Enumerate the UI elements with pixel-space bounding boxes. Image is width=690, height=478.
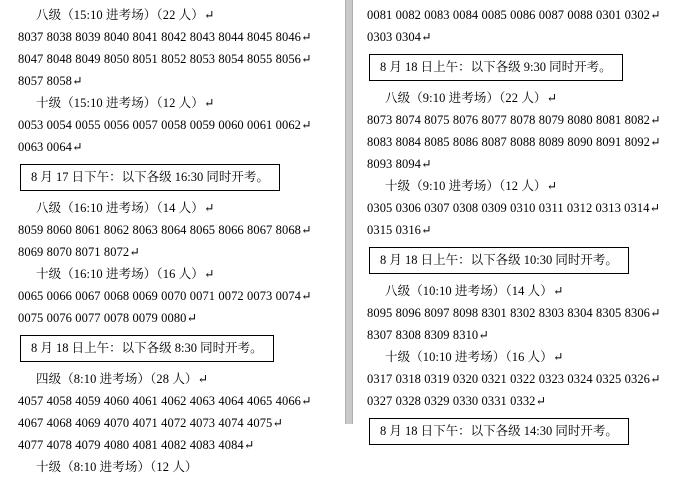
text-line: 四级（8:10 进考场）（28 人）↵ xyxy=(36,372,209,386)
text-line: 8057 8058↵ xyxy=(18,74,83,88)
schedule-note-box-wrapper xyxy=(363,412,682,451)
schedule-note-box: 8 月 18 日上午：以下各级 9:30 同时开考。 xyxy=(369,54,623,81)
text-line: 8047 8048 8049 8050 8051 8052 8053 8054 8055 8056↵ xyxy=(18,52,312,66)
page-divider xyxy=(345,0,353,424)
text-line: 4067 4068 4069 4070 4071 4072 4073 4074 4075↵ xyxy=(18,416,283,430)
schedule-note-box-wrapper xyxy=(363,241,682,280)
schedule-note-box: 8 月 17 日下午：以下各级 16:30 同时开考。 xyxy=(20,164,280,191)
schedule-note-box: 8 月 18 日上午：以下各级 10:30 同时开考。 xyxy=(369,247,629,274)
text-line: 0053 0054 0055 0056 0057 0058 0059 0060 0061 0062↵ xyxy=(18,118,312,132)
left-column xyxy=(0,0,345,474)
text-line: 0065 0066 0067 0068 0069 0070 0071 0072 0073 0074↵ xyxy=(18,289,312,303)
text-line: 8059 8060 8061 8062 8063 8064 8065 8066 8067 8068↵ xyxy=(18,223,312,237)
text-line: 4057 4058 4059 4060 4061 4062 4063 4064 4065 4066↵ xyxy=(18,394,312,408)
text-line: 8083 8084 8085 8086 8087 8088 8089 8090 8091 8092↵ xyxy=(367,135,661,149)
text-line: 八级（15:10 进考场）（22 人）↵ xyxy=(36,8,215,22)
text-line: 十级（9:10 进考场）（12 人）↵ xyxy=(385,179,558,193)
right-column xyxy=(353,0,690,438)
text-line: 0075 0076 0077 0078 0079 0080↵ xyxy=(18,311,198,325)
text-line: 八级（9:10 进考场）（22 人）↵ xyxy=(385,91,558,105)
text-line: 0303 0304↵ xyxy=(367,30,432,44)
text-line: 8095 8096 8097 8098 8301 8302 8303 8304 8305 8306↵ xyxy=(367,306,661,320)
text-line: 十级（8:10 进考场）（12 人） xyxy=(36,460,198,474)
text-line: 十级（15:10 进考场）（12 人）↵ xyxy=(36,96,215,110)
text-line: 0305 0306 0307 0308 0309 0310 0311 0312 0313 0314↵ xyxy=(367,201,661,215)
schedule-note-box-wrapper xyxy=(14,329,337,368)
text-line: 十级（10:10 进考场）（16 人）↵ xyxy=(385,350,564,364)
text-line: 0315 0316↵ xyxy=(367,223,432,237)
text-line: 8073 8074 8075 8076 8077 8078 8079 8080 8081 8082↵ xyxy=(367,113,661,127)
text-line: 八级（10:10 进考场）（14 人）↵ xyxy=(385,284,564,298)
text-line: 0317 0318 0319 0320 0321 0322 0323 0324 0325 0326↵ xyxy=(367,372,661,386)
schedule-note-box-wrapper xyxy=(363,48,682,87)
schedule-note-box: 8 月 18 日上午：以下各级 8:30 同时开考。 xyxy=(20,335,274,362)
text-line: 8069 8070 8071 8072↵ xyxy=(18,245,140,259)
text-line: 4077 4078 4079 4080 4081 4082 4083 4084↵ xyxy=(18,438,255,452)
schedule-note-box-wrapper xyxy=(14,158,337,197)
text-line: 0327 0328 0329 0330 0331 0332↵ xyxy=(367,394,547,408)
schedule-note-box: 8 月 18 日下午：以下各级 14:30 同时开考。 xyxy=(369,418,629,445)
text-line: 8093 8094↵ xyxy=(367,157,432,171)
text-line: 十级（16:10 进考场）（16 人）↵ xyxy=(36,267,215,281)
text-line: 八级（16:10 进考场）（14 人）↵ xyxy=(36,201,215,215)
text-line: 0063 0064↵ xyxy=(18,140,83,154)
text-line: 8307 8308 8309 8310↵ xyxy=(367,328,489,342)
text-line: 0081 0082 0083 0084 0085 0086 0087 0088 0301 0302↵ xyxy=(367,8,661,22)
text-line: 8037 8038 8039 8040 8041 8042 8043 8044 8045 8046↵ xyxy=(18,30,312,44)
